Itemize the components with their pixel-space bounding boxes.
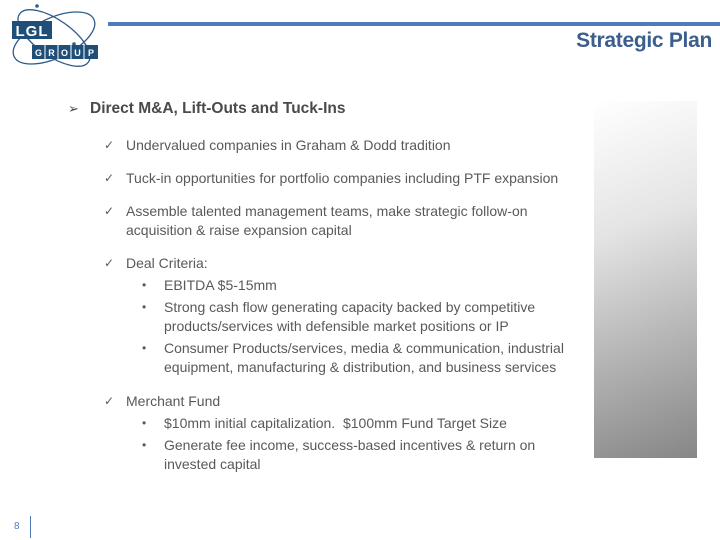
svg-text:O: O [60,48,69,58]
checkmark-icon: ✓ [104,171,115,185]
list-item: ✓ Merchant Fund [104,393,221,409]
footer-divider [30,516,31,538]
page-title: Strategic Plan [576,29,712,52]
decorative-gradient-panel [594,101,697,458]
bullet-icon: • [142,341,147,355]
bullet-icon: • [142,278,147,292]
page-number: 8 [14,521,20,532]
checkmark-icon: ✓ [104,256,115,270]
checkmark-icon: ✓ [104,204,115,218]
sub-list-item: • EBITDA $5-15mm [142,277,277,293]
slide-content [68,100,588,477]
bullet-icon: • [142,416,147,430]
sub-list-item: • Strong cash flow generating capacity backed by competitive products/services with defensible market positions or IP [142,299,536,334]
list-item: ✓ Assemble talented management teams, make strategic follow-on acquisition & raise expansion capital [104,203,528,238]
sub-list-item: • $10mm initial capitalization. $100mm Fund Target Size [142,415,507,431]
svg-text:G: G [34,48,43,58]
arrow-bullet-icon: ➢ [68,101,79,116]
lgl-group-logo [4,2,104,74]
section-heading [68,100,588,118]
logo-orbit-icon [4,2,104,74]
logo-top-text: LGL [15,23,49,40]
header-rule [108,22,720,26]
sub-list-item: • Generate fee income, success-based incentives & return on invested capital [142,437,536,472]
svg-text:P: P [87,48,95,58]
svg-text:R: R [48,48,55,58]
checkmark-icon: ✓ [104,394,115,408]
bullet-icon: • [142,438,147,452]
checkmark-icon: ✓ [104,138,115,152]
list-item: ✓ Tuck-in opportunities for portfolio companies including PTF expansion [104,170,559,186]
list-item: ✓ Undervalued companies in Graham & Dodd tradition [104,137,451,153]
section-heading-text: Direct M&A, Lift-Outs and Tuck-Ins [90,100,346,117]
sub-list-item: • Consumer Products/services, media & communication, industrial equipment, manufacturing & distribution, and business services [142,340,564,375]
bullet-icon: • [142,300,147,314]
list-item: ✓ Deal Criteria: [104,255,208,271]
svg-text:U: U [74,48,81,58]
